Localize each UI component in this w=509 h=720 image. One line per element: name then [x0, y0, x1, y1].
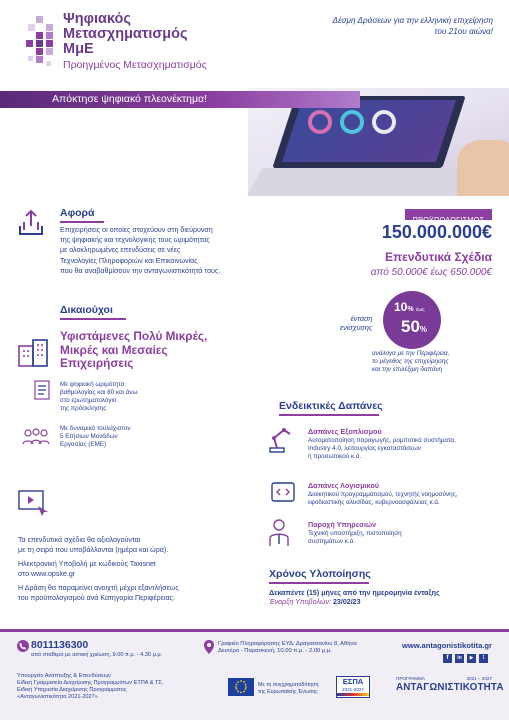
org-line-3: Ειδική Υπηρεσία Διαχείρισης Προγράμματος: [17, 686, 127, 693]
headline-line-1: Υφιστάμενες Πολύ Μικρές,: [60, 329, 208, 343]
espa-years: 2021-2027: [342, 687, 364, 692]
title-line-2: Μετασχηματισμός: [63, 26, 188, 42]
afora-line: που θα αναβαθμίσουν την ανταγωνιστικότητά τους.: [60, 266, 221, 275]
e2-line-2: εφοδιαστικής αλυσίδας, κυβερνοασφάλειας κ.ά.: [308, 499, 440, 506]
sub-line-6: του προϋπολογισμού ανά Κατηγορία Περιφέρειας.: [18, 593, 175, 602]
sub-line-1: Τα επενδυτικά σχέδια θα αξιολογούνται: [18, 536, 141, 544]
item1-line-2: βαθμολογίας και 80 και άνω: [60, 388, 138, 396]
e3-line-2: συστημάτων κ.ά.: [308, 538, 355, 545]
banner-text: Απόκτησε ψηφιακό πλεονέκτημα!: [52, 93, 208, 105]
org-line-1: Υπουργείο Ανάπτυξης & Επενδύσεων: [17, 673, 111, 679]
expense-services: [308, 520, 402, 546]
headline-line-3: Επιχειρήσεις: [60, 356, 134, 370]
eu-text-line-2: της Ευρωπαϊκής Ένωσης: [258, 688, 318, 695]
note-line-1: ανάλογα με την Περιφέρεια,: [372, 350, 450, 357]
facebook-icon[interactable]: f: [443, 654, 452, 663]
pct-high-sign: %: [419, 325, 428, 334]
subtitle: Προηγμένος Μετασχηματισμός: [63, 59, 207, 71]
tagline-line-1: Δέσμη Δράσεων για την ελληνική επιχείρηση: [332, 16, 493, 25]
submission-text: [18, 536, 179, 604]
note-line-2: το μέγεθος της επιχείρησης: [372, 358, 449, 366]
criteria-item-1: [60, 381, 137, 413]
twitter-icon[interactable]: t: [479, 654, 488, 663]
phone-number[interactable]: 8011136300: [31, 639, 89, 651]
program-logo: [396, 676, 504, 693]
expense-software: [308, 481, 457, 507]
item1-line-3: στο ερωτηματολόγιο: [60, 396, 117, 404]
afora-title: Αφορά: [60, 207, 95, 219]
e3-line-1: Τεχνική υποστήριξη, πιστοποίηση: [308, 530, 402, 537]
start-date: 23/02/23: [332, 598, 361, 607]
team-icon: [20, 428, 52, 446]
office-line-2: Δευτέρα - Παρασκευή, 10.00 π.μ. - 2.00 μ.μ.: [218, 648, 332, 655]
consultant-icon: [268, 518, 290, 548]
item1-line-1: Με ψηφιακή ωριμότητα: [60, 381, 125, 388]
questionnaire-icon: [34, 380, 50, 400]
intensity-circle: [383, 291, 441, 349]
location-pin-icon: [204, 640, 214, 654]
program-years: 2021 – 2027: [466, 676, 492, 681]
program-name: ΑΝΤΑΓΩΝΙΣΤΙΚΟΤΗΤΑ: [396, 682, 504, 693]
afora-text: [60, 225, 220, 276]
pct-low: 10: [394, 300, 408, 314]
criteria-item-2: [60, 425, 131, 449]
org-line-2: Ειδική Γραμματεία Διαχείρισης Προγραμμάτων ΕΤΠΑ & ΤΣ,: [17, 679, 164, 686]
expenses-title: Ενδεικτικές Δαπάνες: [279, 400, 383, 412]
espa-text: ΕΣΠΑ: [342, 677, 364, 686]
intensity-line-2: ενίσχυσης: [340, 323, 373, 332]
eu-cofinance-text: [258, 682, 318, 695]
intensity-line-1: ένταση: [350, 314, 373, 323]
espa-logo: [336, 676, 370, 698]
office-line-1: Γραφείο Πληροφόρησης ΕΥΔ: Δραγατσανίου 8, Αθήνα: [218, 641, 357, 647]
sub-line-3: Ηλεκτρονική Υποβολή με κωδικούς Taxisnet: [18, 560, 156, 569]
budget-label: ΠΡΟΫΠΟΛΟΓΙΣΜΟΣ: [412, 215, 485, 224]
e1-line-1: Αυτοματοποίηση παραγωγής, ρομποτικά συστήματα,: [308, 437, 456, 444]
pct-low-sign: %: [407, 306, 414, 313]
budget-amount: 150.000.000€: [381, 222, 492, 242]
sub-line-5: Η Δράση θα παραμείνει ανοιχτή μέχρι εξαντλήσεως: [18, 584, 179, 593]
pixel-logo-icon: [22, 14, 58, 74]
target-upload-icon: [16, 208, 46, 238]
eu-flag-icon: [228, 678, 254, 696]
start-label: Έναρξη Υποβολών:: [269, 598, 331, 607]
social-icons: [443, 654, 488, 663]
dikaiouxoi-headline: [60, 330, 207, 371]
timeline-title: Χρόνος Υλοποίησης: [269, 568, 371, 580]
robot-arm-icon: [266, 424, 296, 454]
timeline-heading: [269, 568, 371, 584]
intensity-label: [340, 314, 372, 332]
title-line-1: Ψηφιακός: [63, 11, 131, 27]
e2-title: Δαπάνες Λογισμικού: [308, 481, 380, 490]
submit-click-icon: [18, 490, 50, 518]
dikaiouxoi-title: Δικαιούχοι: [60, 304, 113, 316]
dikaiouxoi-heading: [60, 304, 126, 320]
afora-heading: [60, 207, 104, 223]
headline-line-2: Μικρές και Μεσαίες: [60, 342, 168, 357]
e1-title: Δαπάνες Εξοπλισμού: [308, 427, 382, 436]
buildings-icon: [16, 336, 50, 368]
pct-to: έως: [416, 307, 425, 313]
tagline: [332, 16, 493, 37]
pct-high: 50: [401, 317, 420, 336]
office-info: [218, 641, 357, 656]
tagline-line-2: του 21ου αιώνα!: [434, 26, 493, 36]
item2-line-3: Εργασίας (ΕΜΕ): [60, 440, 107, 448]
item1-line-4: της πρόσκλησης: [60, 404, 107, 412]
afora-line: με ολοκληρωμένες επενδύσεις σε νέες: [60, 246, 181, 255]
timeline-line-1: Δεκαπέντε (15) μήνες από την ημερομηνία ένταξης: [269, 589, 440, 597]
e2-line-1: Διοικητικού προγραμματισμού, τεχνητής νοημοσύνης,: [308, 491, 458, 498]
phone-note: από σταθερό με αστική χρέωση, 9.00 π.μ. - 4.30 μ.μ.: [31, 652, 163, 658]
banner: [0, 91, 360, 108]
note-line-3: και την επιλέξιμη δαπάνη: [372, 366, 443, 374]
afora-line: της ψηφιακής και τεχνολογικής τους ωριμότητας: [60, 236, 210, 245]
program-label: ΠΡΟΓΡΑΜΜΑ: [396, 676, 425, 681]
plans-title: Επενδυτικά Σχέδια: [384, 250, 492, 264]
expenses-heading: [279, 400, 383, 416]
code-window-icon: [271, 482, 295, 502]
phone-icon: [17, 640, 29, 652]
linkedin-icon[interactable]: in: [455, 654, 464, 663]
sub-line-4: στο www.opske.gr: [18, 569, 76, 578]
timeline-text: [269, 589, 440, 608]
sub-line-2: με τη σειρά που υποβάλλονται (ημέρα και ώρα).: [18, 545, 169, 554]
website-link[interactable]: www.antagonistikotita.gr: [401, 641, 492, 650]
e1-line-2: Industry 4.0, λειτουργίας εγκαταστάσεων: [308, 445, 422, 452]
org-line-4: «Ανταγωνιστικότητα 2021-2027»: [17, 693, 98, 700]
eu-text-line-1: Με τη συγχρηματοδότηση: [258, 682, 319, 688]
intensity-note: [372, 350, 449, 375]
item2-line-2: 5 Ετήσιων Μονάδων: [60, 432, 118, 440]
expense-equipment: [308, 427, 456, 461]
organization-info: [17, 673, 163, 701]
youtube-icon[interactable]: ▶: [467, 654, 476, 663]
afora-line: Τεχνολογίες Πληροφοριών και Επικοινωνίας: [60, 256, 198, 265]
budget-label-badge: [405, 209, 492, 224]
plans-range: από 50.000€ έως 650.000€: [370, 267, 492, 278]
e1-line-3: ή προσωπικού κ.ά.: [308, 453, 362, 460]
page-title: [63, 12, 207, 73]
title-line-3: ΜμΕ: [63, 41, 94, 57]
e3-title: Παροχή Υπηρεσιών: [308, 520, 377, 529]
item2-line-1: Με δυναμικό τουλάχιστον: [60, 425, 131, 432]
afora-line: Επιχειρήσεις οι οποίες στοχεύουν στη διεύρυνση: [60, 226, 213, 234]
